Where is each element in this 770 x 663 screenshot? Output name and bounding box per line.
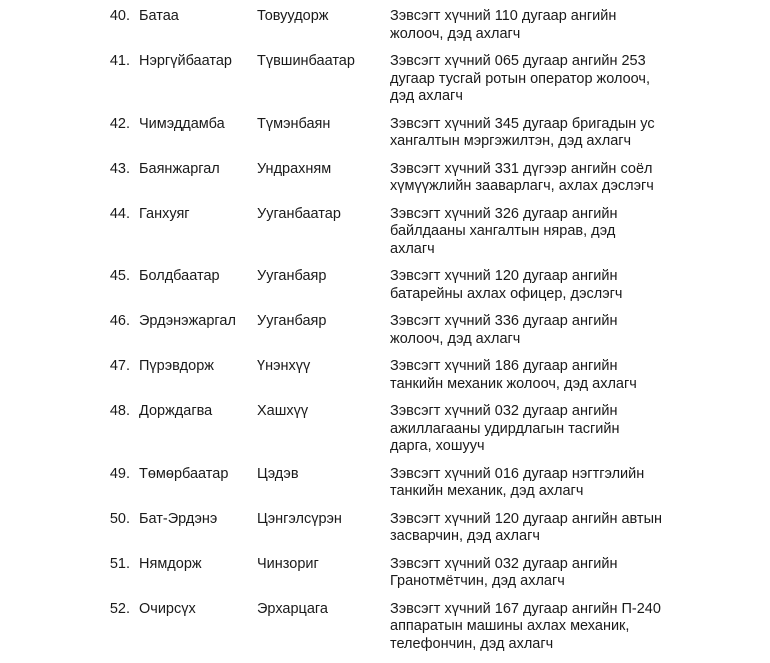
description-line: телефончин, дэд ахлагч (390, 636, 690, 654)
item-number: 43. (0, 161, 130, 179)
given-name: Чимэддамба (139, 116, 225, 134)
description-line: жолооч, дэд ахлагч (390, 26, 690, 44)
position-description (390, 556, 690, 591)
item-number: 41. (0, 53, 130, 71)
item-number: 40. (0, 8, 130, 26)
list-item (0, 511, 770, 556)
position-description (390, 268, 690, 303)
position-description (390, 403, 690, 456)
list-item (0, 116, 770, 161)
family-name: Цэдэв (257, 466, 299, 484)
family-name: Хашхүү (257, 403, 308, 421)
family-name: Ууганбаяр (257, 313, 326, 331)
item-number: 52. (0, 601, 130, 619)
description-line: аппаратын машины ахлах механик, (390, 618, 690, 636)
description-line: Зэвсэгт хүчний 032 дугаар ангийн (390, 556, 690, 574)
item-number: 46. (0, 313, 130, 331)
item-number: 47. (0, 358, 130, 376)
item-number: 42. (0, 116, 130, 134)
item-number: 48. (0, 403, 130, 421)
description-line: хангалтын мэргэжилтэн, дэд ахлагч (390, 133, 690, 151)
personnel-list (0, 8, 770, 663)
description-line: дугаар тусгай ротын оператор жолооч, (390, 71, 690, 89)
family-name: Түмэнбаян (257, 116, 330, 134)
description-line: Зэвсэгт хүчний 120 дугаар ангийн автын (390, 511, 690, 529)
description-line: ахлагч (390, 241, 690, 259)
list-item (0, 206, 770, 269)
given-name: Дорждагва (139, 403, 212, 421)
list-item (0, 268, 770, 313)
family-name: Түвшинбаатар (257, 53, 355, 71)
description-line: Зэвсэгт хүчний 326 дугаар ангийн (390, 206, 690, 224)
item-number: 50. (0, 511, 130, 529)
description-line: Зэвсэгт хүчний 065 дугаар ангийн 253 (390, 53, 690, 71)
description-line: Зэвсэгт хүчний 186 дугаар ангийн (390, 358, 690, 376)
description-line: ажиллагааны удирдлагын тасгийн (390, 421, 690, 439)
family-name: Ундрахням (257, 161, 331, 179)
item-number: 45. (0, 268, 130, 286)
item-number: 44. (0, 206, 130, 224)
list-item (0, 53, 770, 116)
description-line: дэд ахлагч (390, 88, 690, 106)
family-name: Ууганбаатар (257, 206, 341, 224)
position-description (390, 313, 690, 348)
item-number: 51. (0, 556, 130, 574)
given-name: Төмөрбаатар (139, 466, 228, 484)
list-item (0, 601, 770, 663)
description-line: Зэвсэгт хүчний 345 дугаар бригадын ус (390, 116, 690, 134)
position-description (390, 466, 690, 501)
position-description (390, 601, 690, 654)
list-item (0, 8, 770, 53)
position-description (390, 358, 690, 393)
given-name: Баянжаргал (139, 161, 220, 179)
given-name: Пүрэвдорж (139, 358, 214, 376)
family-name: Эрхарцага (257, 601, 328, 619)
position-description (390, 161, 690, 196)
position-description (390, 8, 690, 43)
description-line: танкийн механик жолооч, дэд ахлагч (390, 376, 690, 394)
given-name: Нямдорж (139, 556, 202, 574)
position-description (390, 206, 690, 259)
description-line: Зэвсэгт хүчний 331 дүгээр ангийн соёл (390, 161, 690, 179)
list-item (0, 313, 770, 358)
family-name: Ууганбаяр (257, 268, 326, 286)
description-line: жолооч, дэд ахлагч (390, 331, 690, 349)
given-name: Бат-Эрдэнэ (139, 511, 217, 529)
given-name: Батаа (139, 8, 179, 26)
item-number: 49. (0, 466, 130, 484)
description-line: байлдааны хангалтын нярав, дэд (390, 223, 690, 241)
given-name: Болдбаатар (139, 268, 220, 286)
list-item (0, 403, 770, 466)
family-name: Товуудорж (257, 8, 328, 26)
description-line: дарга, хошууч (390, 438, 690, 456)
list-item (0, 556, 770, 601)
description-line: батарейны ахлах офицер, дэслэгч (390, 286, 690, 304)
description-line: Зэвсэгт хүчний 167 дугаар ангийн П-240 (390, 601, 690, 619)
description-line: засварчин, дэд ахлагч (390, 528, 690, 546)
description-line: танкийн механик, дэд ахлагч (390, 483, 690, 501)
position-description (390, 53, 690, 106)
given-name: Ганхуяг (139, 206, 190, 224)
description-line: хүмүүжлийн зааварлагч, ахлах дэслэгч (390, 178, 690, 196)
given-name: Очирсүх (139, 601, 196, 619)
description-line: Гранотмётчин, дэд ахлагч (390, 573, 690, 591)
description-line: Зэвсэгт хүчний 016 дугаар нэгтгэлийн (390, 466, 690, 484)
description-line: Зэвсэгт хүчний 110 дугаар ангийн (390, 8, 690, 26)
given-name: Нэргүйбаатар (139, 53, 232, 71)
family-name: Үнэнхүү (257, 358, 310, 376)
list-item (0, 161, 770, 206)
description-line: Зэвсэгт хүчний 120 дугаар ангийн (390, 268, 690, 286)
list-item (0, 466, 770, 511)
position-description (390, 116, 690, 151)
position-description (390, 511, 690, 546)
family-name: Чинзориг (257, 556, 319, 574)
list-item (0, 358, 770, 403)
description-line: Зэвсэгт хүчний 336 дугаар ангийн (390, 313, 690, 331)
description-line: Зэвсэгт хүчний 032 дугаар ангийн (390, 403, 690, 421)
family-name: Цэнгэлсүрэн (257, 511, 342, 529)
given-name: Эрдэнэжаргал (139, 313, 236, 331)
